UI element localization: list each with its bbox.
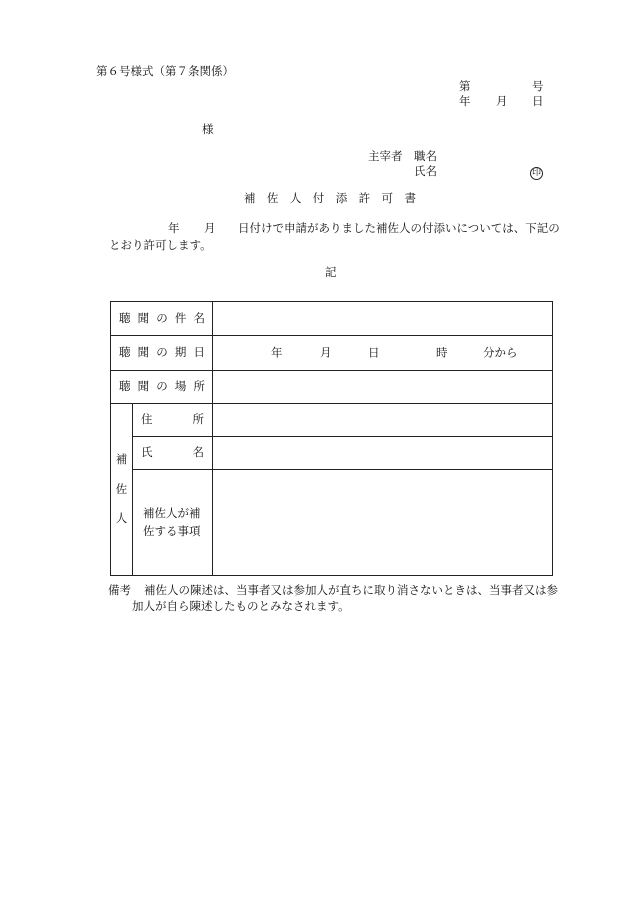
value-hearing-place[interactable] <box>213 371 553 404</box>
addressee-honorific: 様 <box>202 122 214 136</box>
remarks-label: 備考 <box>108 583 131 597</box>
title-char: 許 <box>358 191 371 205</box>
title-char: 佐 <box>266 191 279 205</box>
body-month: 月 <box>204 221 216 235</box>
sender-position-label: 職名 <box>414 149 437 163</box>
label-hearing-date: 聴 聞 の 期 日 <box>111 336 213 371</box>
document-title <box>244 193 416 205</box>
value-matters[interactable] <box>213 470 553 576</box>
body-line-2: とおり許可します。 <box>109 238 212 252</box>
sender-title: 主宰者 <box>368 149 403 163</box>
label-hearing-subject: 聴 聞 の 件 名 <box>111 302 213 336</box>
date-day-label: 日 <box>532 94 544 108</box>
seal-mark: 印 <box>531 168 541 178</box>
sender-name-label: 氏名 <box>414 164 437 178</box>
number-label-dai: 第 <box>459 79 471 93</box>
value-address[interactable] <box>213 404 553 437</box>
remarks-line-1: 補佐人の陳述は、当事者又は参加人が直ちに取り消さないときは、当事者又は参 <box>144 583 558 597</box>
number-label-go: 号 <box>532 79 544 93</box>
date-year-label: 年 <box>459 94 471 108</box>
body-year: 年 <box>168 221 180 235</box>
date-day: 日 <box>368 345 380 360</box>
form-number: 第６号様式（第７条関係） <box>96 64 234 78</box>
date-month: 月 <box>320 345 332 360</box>
ki-marker: 記 <box>325 265 337 279</box>
value-name[interactable] <box>213 437 553 470</box>
date-minute: 分から <box>483 345 518 360</box>
label-matters: 補佐人が補 佐する事項 <box>133 470 213 576</box>
label-address: 住 所 <box>133 404 213 437</box>
title-char: 補 <box>244 191 256 205</box>
label-name: 氏 名 <box>133 437 213 470</box>
date-year: 年 <box>271 345 283 360</box>
title-char: 付 <box>312 191 325 205</box>
title-char: 書 <box>404 191 416 205</box>
remarks-line-2: 加人が自ら陳述したものとみなされます。 <box>132 599 350 613</box>
date-hour: 時 <box>436 345 448 360</box>
title-char: 人 <box>289 191 302 205</box>
date-month-label: 月 <box>496 94 508 108</box>
label-hosanin: 補 佐 人 <box>111 404 133 576</box>
title-char: 可 <box>381 191 394 205</box>
permit-table <box>110 301 553 576</box>
title-char: 添 <box>335 191 348 205</box>
value-hearing-date[interactable] <box>213 336 553 371</box>
body-line-1: 日付けで申請がありました補佐人の付添いについては、下記の <box>238 221 560 235</box>
label-hearing-place: 聴 聞 の 場 所 <box>111 371 213 404</box>
value-hearing-subject[interactable] <box>213 302 553 336</box>
